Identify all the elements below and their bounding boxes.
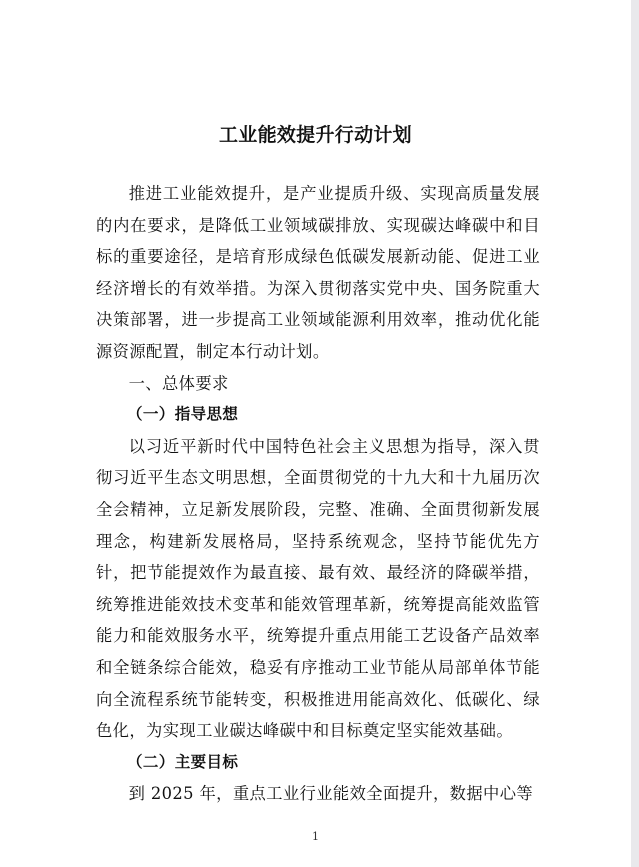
main-goals-paragraph: 到 2025 年，重点工业行业能效全面提升，数据中心等 — [128, 784, 534, 804]
viewer-scrollbar[interactable] — [631, 0, 639, 867]
document-title: 工业能效提升行动计划 — [218, 124, 412, 146]
guiding-ideology-paragraph: 以习近平新时代中国特色社会主义思想为指导，深入贯彻习近平生态文明思想，全面贯彻党的十九大和十九届历次全会精神，立足新发展阶段，完整、准确、全面贯彻新发展理念，构建新发展格局，坚持系统观念，坚持节能优先方针，把节能提效作为最直接、最有效、最经济的降碳举措，统筹推进能效技术变革和能效管理革新，统筹提高能效监管能力和能效服务水平，统筹提升重点用能工艺设备产品效率和全链条综合能效，稳妥有序推动工业节能从局部单体节能向全流程系统节能转变，积极推进用能高效化、低碳化、绿色化，为实现工业碳达峰碳中和目标奠定坚实能效基础。 — [96, 436, 540, 741]
subsection-heading-main-goals: （二）主要目标 — [127, 752, 239, 771]
page-number: 1 — [312, 830, 319, 843]
section-heading-general-requirements: 一、总体要求 — [128, 373, 229, 393]
subsection-heading-guiding-ideology: （一）指导思想 — [127, 405, 239, 424]
document-body — [96, 178, 540, 810]
intro-paragraph: 推进工业能效提升，是产业提质升级、实现高质量发展的内在要求，是降低工业领域碳排放、实现碳达峰碳中和目标的重要途径，是培育形成绿色低碳发展新动能、促进工业经济增长的有效举措。为深入贯彻落实党中央、国务院重大决策部署，进一步提高工业领域能源利用效率，推动优化能源资源配置，制定本行动计划。 — [96, 184, 540, 361]
